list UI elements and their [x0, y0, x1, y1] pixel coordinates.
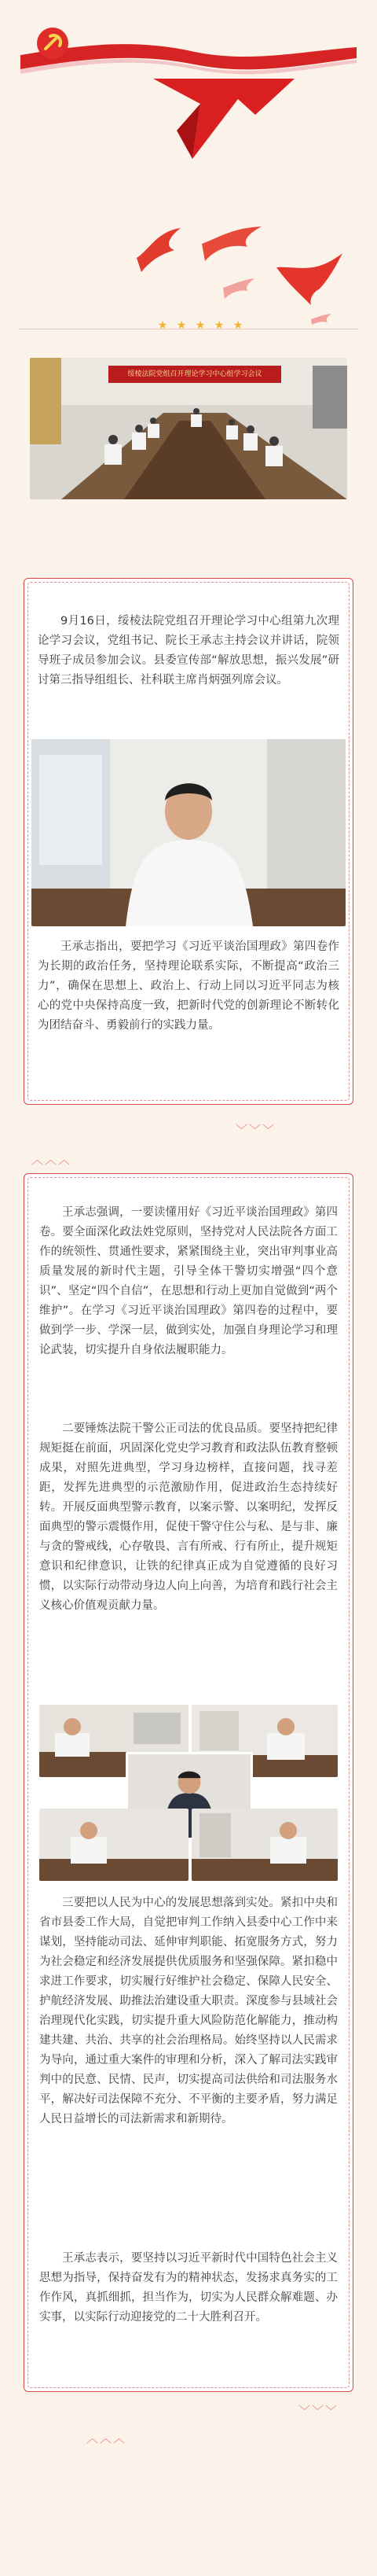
point-one-paragraph: 王承志强调，一要读懂用好《习近平谈治国理政》第四卷。要全面深化政法姓党原则，坚持党对人民法院各方面工作的统领性、贯通性要求，紧紧围绕主业，突出审判事业高质量发展的新时代主题，引导全体干警切实增强“四个意识”、坚定“四个自信”，在思想和行动上更加自觉做到“两个维护”。在学习《习近平谈治国理政》第四卷的过程中，要做到学一步、学深一层，做到实处，加强自身理论学习和理论武装，切实提升自身依法履职能力。: [39, 1206, 338, 1356]
speaker-photo: [31, 739, 346, 926]
dove-icon-1: [134, 226, 188, 274]
point-two-paragraph: 二要锤炼法院干警公正司法的优良品质。要坚持把纪律规矩挺在前面，巩固深化党史学习教育和政法队伍教育整顿成果，对照先进典型，学习身边榜样，直接问题，找寻差距，发挥先进典型的示范激励作用，促进政治生态持续好转。开展反面典型警示教育，以案示警、以案明纪，发挥反面典型的警示震慑作用，促使干警守住公与私、是与非、廉与贪的警戒线，心存敬畏、言有所戒、行有所止，提升规矩意识和纪律意识，让铁的纪律真正成为自觉遵循的良好习惯，以实际行动带动身边人向上向善，为培育和践行社会主义核心价值观贡献力量。: [39, 1422, 338, 1612]
chevron-down-icon: ﹀﹀﹀: [298, 2404, 339, 2418]
meeting-banner-text: 绥棱法院党组召开理论学习中心组学习会议: [127, 370, 262, 378]
collage-photo-3: [39, 1809, 188, 1881]
star-icon: ★: [195, 319, 206, 332]
meeting-photo-wide: [30, 358, 347, 499]
intro-paragraph: 9月16日，绥棱法院党组召开理论学习中心组第九次理论学习会议，党组书记、院长王承志主持会议并讲话，院领导班子成员参加会议。县委宣传部“解放思想，振兴发展”研讨第三指导组组长、社科联主席肖炳强列席会议。: [38, 615, 339, 686]
dove-icon-2: [200, 220, 263, 267]
pointed-out-paragraph: 王承志指出，要把学习《习近平谈治国理政》第四卷作为长期的政治任务，坚持理论联系实际，不断提高“政治三力”，确保在思想上、政治上、行动上同以习近平同志为核心的党中央保持高度一致，把新时代党的创新理论不断转化为团结奋斗、勇毅前行的实践力量。: [38, 940, 339, 1032]
star-icon: ★: [232, 319, 243, 332]
chevron-down-icon: ﹀﹀﹀: [236, 1123, 276, 1137]
star-icon: ★: [214, 319, 225, 332]
closing-paragraph: 王承志表示，要坚持以习近平新时代中国特色社会主义思想为指导，保持奋发有为的精神状态，发扬求真务实的工作作风，真抓细抓，担当作为，切实为人民群众解难题、办实事，以实际行动迎接党的二十大胜利召开。: [39, 2252, 338, 2324]
star-row: [157, 320, 243, 331]
dove-icon-5: [310, 313, 332, 326]
dove-icon-4: [221, 277, 256, 300]
dove-icon-3: [275, 252, 346, 307]
star-icon: ★: [176, 319, 187, 332]
chevron-up-icon: ︿︿︿: [31, 1153, 72, 1167]
point-three-paragraph: 三要把以人民为中心的发展思想落到实处。紧扣中央和省市县委工作大局，自觉把审判工作纳入县委中心工作中来谋划，坚持能动司法、延伸审判职能、拓宽服务方式，努力为社会稳定和经济发展提供优质服务和坚强保障。紧扣稳中求进工作要求，切实履行好维护社会稳定、保障人民安全、护航经济发展、助推法治建设重大职责。深度参与县域社会治理现代化实践，切实提升重大风险防范化解能力，推动构建共建、共治、共享的社会治理格局。始终坚持以人民需求为导向，通过重大案件的审理和分析，深入了解司法实践审判中的民意、民情、民声，切实提高司法供给和司法服务水平，解决好司法保障不充分、不平衡的主要矛盾，努力满足人民日益增长的司法新需求和新期待。: [39, 1897, 338, 2125]
collage-photo-4: [192, 1809, 338, 1881]
chevron-up-icon: ︿︿︿: [86, 2431, 127, 2445]
star-icon: ★: [157, 319, 168, 332]
party-emblem-icon: [27, 17, 79, 69]
red-flag-icon: [145, 75, 302, 162]
